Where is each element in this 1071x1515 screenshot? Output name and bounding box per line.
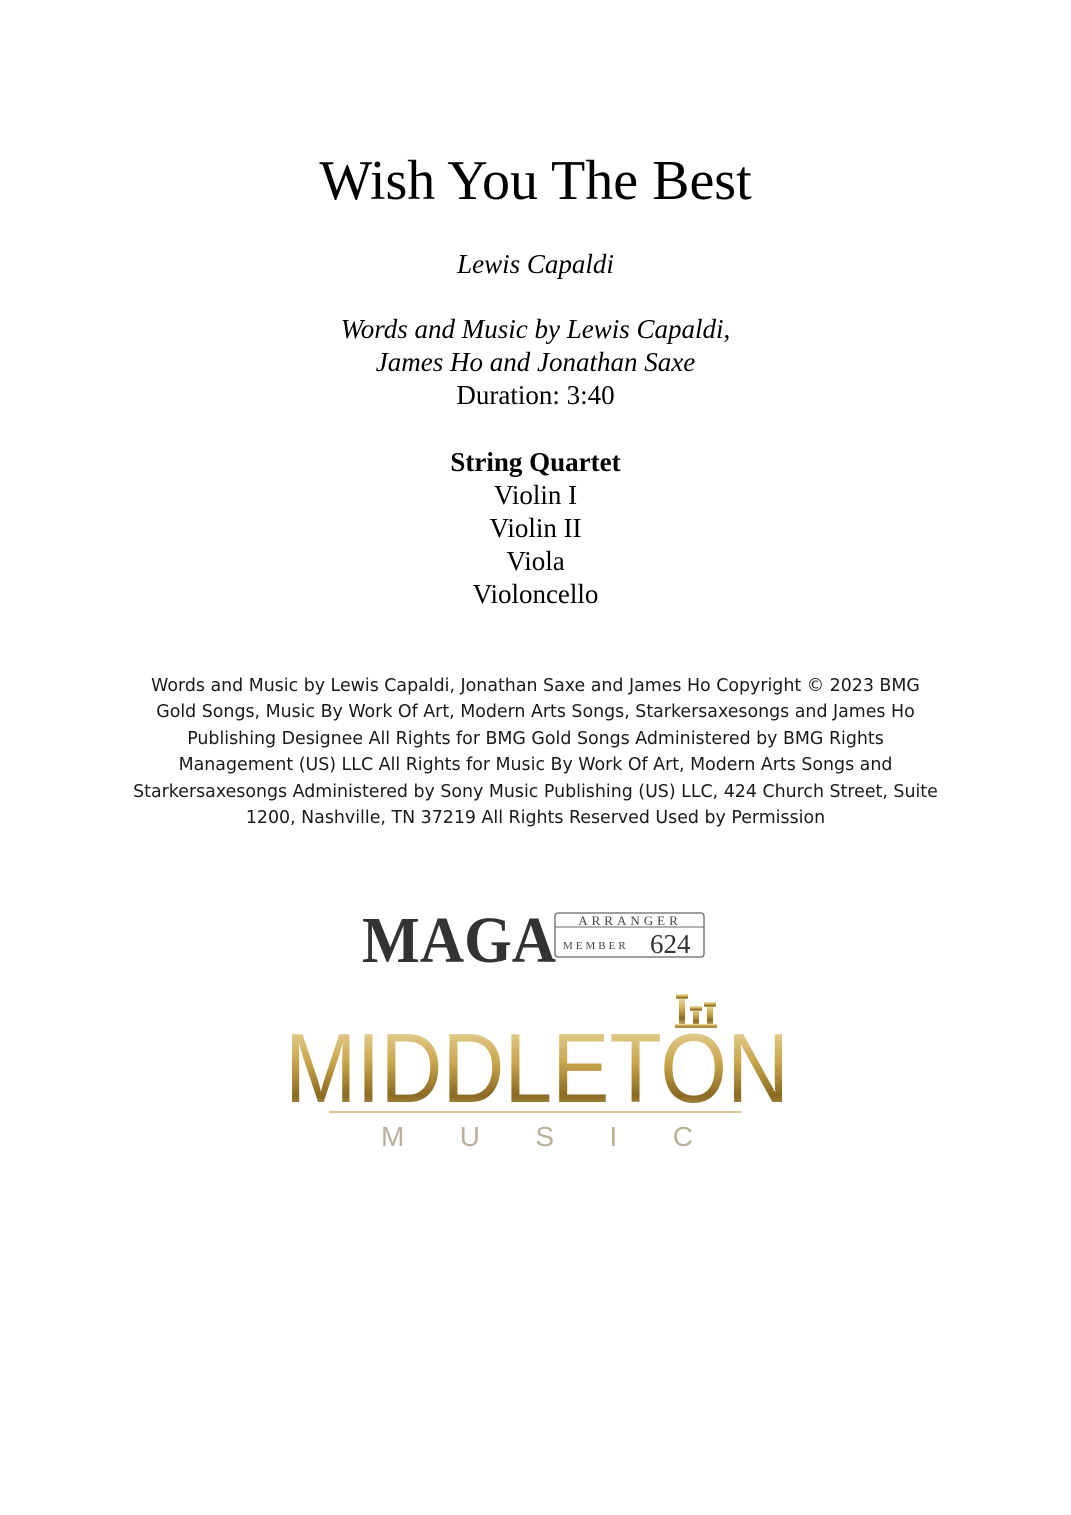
maga-wordmark: MAGA xyxy=(362,904,557,977)
copyright-line: Publishing Designee All Rights for BMG Gold Songs Administered by BMG Rights xyxy=(187,728,884,749)
instrument-item: Violin II xyxy=(489,513,582,543)
maga-arranger-logo xyxy=(362,904,708,977)
ensemble-heading: String Quartet xyxy=(450,447,621,477)
instrument-item: Violoncello xyxy=(472,579,599,609)
copyright-line: Management (US) LLC All Rights for Music By Work Of Art, Modern Arts Songs and xyxy=(178,755,893,776)
middleton-music-logo xyxy=(283,994,791,1154)
copyright-line: Gold Songs, Music By Work Of Art, Modern Arts Songs, Starkersaxesongs and James Ho xyxy=(156,702,915,723)
instrument-item: Viola xyxy=(506,546,565,576)
artist-name: Lewis Capaldi xyxy=(457,249,614,279)
song-title: Wish You The Best xyxy=(319,150,752,212)
copyright-line: Words and Music by Lewis Capaldi, Jonathan Saxe and James Ho Copyright © 2023 BMG xyxy=(151,676,920,696)
maga-role-label: ARRANGER xyxy=(578,913,682,928)
maga-member-number: 624 xyxy=(650,929,691,959)
songwriter-credits xyxy=(0,313,1071,412)
copyright-notice xyxy=(125,673,946,831)
music-subtitle: MUSIC xyxy=(381,1121,693,1152)
ensemble-list xyxy=(0,446,1071,611)
instrument-item: Violin I xyxy=(493,480,578,510)
copyright-line: 1200, Nashville, TN 37219 All Rights Reserved Used by Permission xyxy=(245,808,826,829)
duration: Duration: 3:40 xyxy=(456,380,615,410)
credits-line-2: James Ho and Jonathan Saxe xyxy=(375,347,696,377)
middleton-wordmark: MIDDLETON xyxy=(285,1013,789,1123)
credits-line-1: Words and Music by Lewis Capaldi, xyxy=(340,314,731,344)
maga-member-label: MEMBER xyxy=(563,940,629,952)
copyright-line: Starkersaxesongs Administered by Sony Music Publishing (US) LLC, 424 Church Street, Suite xyxy=(133,781,938,802)
